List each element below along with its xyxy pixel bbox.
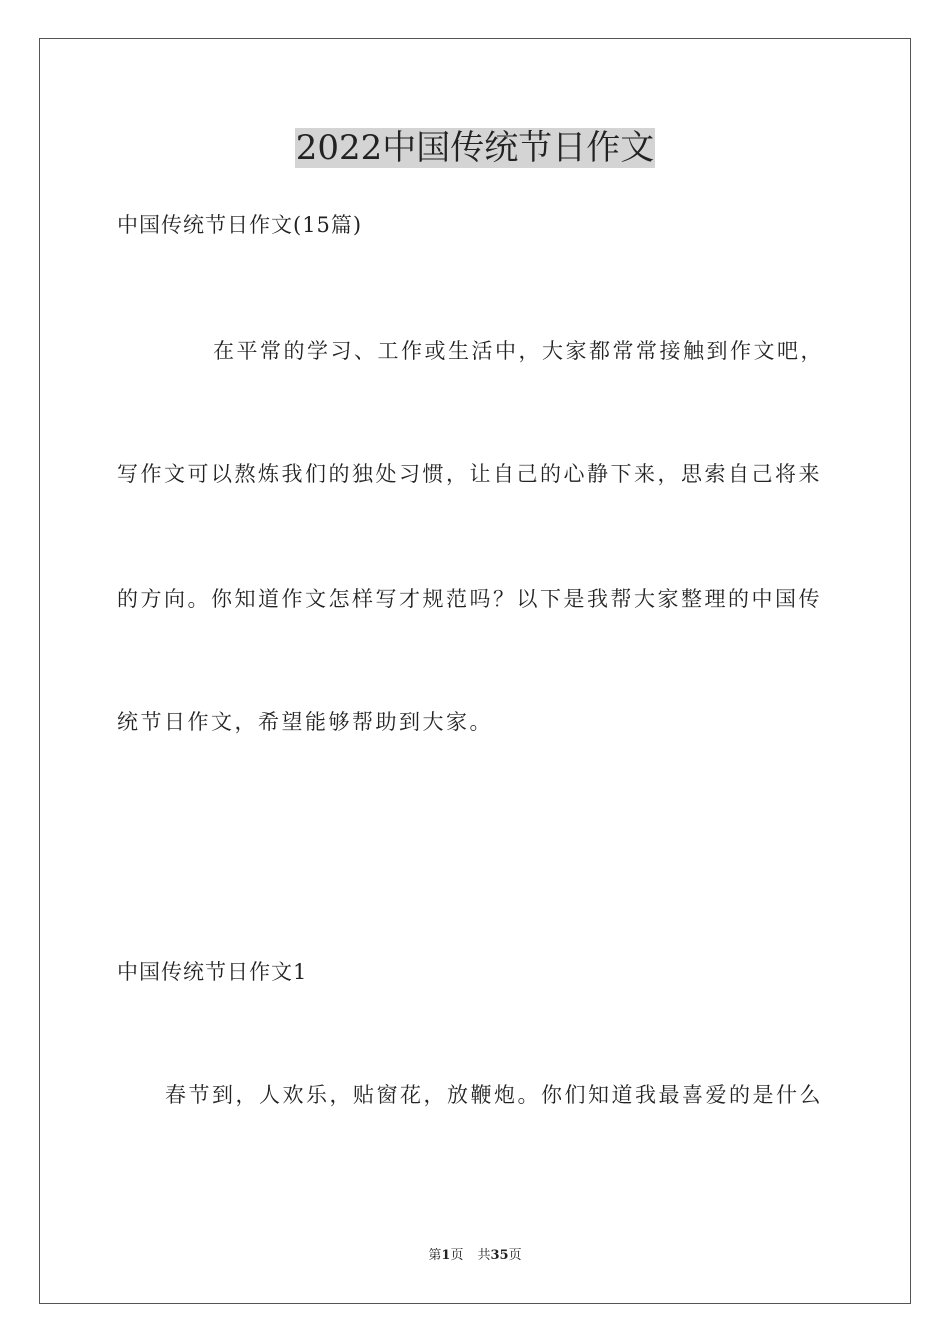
footer-page-number: 1 bbox=[441, 1248, 451, 1263]
intro-line-4: 统节日作文，希望能够帮助到大家。 bbox=[117, 710, 493, 734]
intro-line-1: 在平常的学习、工作或生活中，大家都常常接触到作文吧， bbox=[213, 339, 824, 363]
footer-total-unit: 页 bbox=[508, 1248, 522, 1263]
intro-line-2: 写作文可以熬炼我们的独处习惯，让自己的心静下来，思索自己将来 bbox=[117, 462, 822, 486]
section-heading: 中国传统节日作文1 bbox=[117, 960, 308, 984]
page-footer bbox=[0, 1247, 950, 1265]
intro-line-3: 的方向。你知道作文怎样写才规范吗？以下是我帮大家整理的中国传 bbox=[117, 587, 822, 611]
document-subtitle: 中国传统节日作文(15篇) bbox=[117, 213, 363, 237]
section-line-1: 春节到，人欢乐，贴窗花，放鞭炮。你们知道我最喜爱的是什么 bbox=[165, 1083, 823, 1107]
document-title-text: 2022中国传统节日作文 bbox=[295, 128, 655, 168]
footer-total-prefix: 共 bbox=[477, 1248, 491, 1263]
footer-total-pages: 35 bbox=[490, 1248, 509, 1263]
document-title bbox=[0, 126, 950, 170]
footer-prefix: 第 bbox=[428, 1248, 442, 1263]
footer-page-unit: 页 bbox=[450, 1248, 464, 1263]
